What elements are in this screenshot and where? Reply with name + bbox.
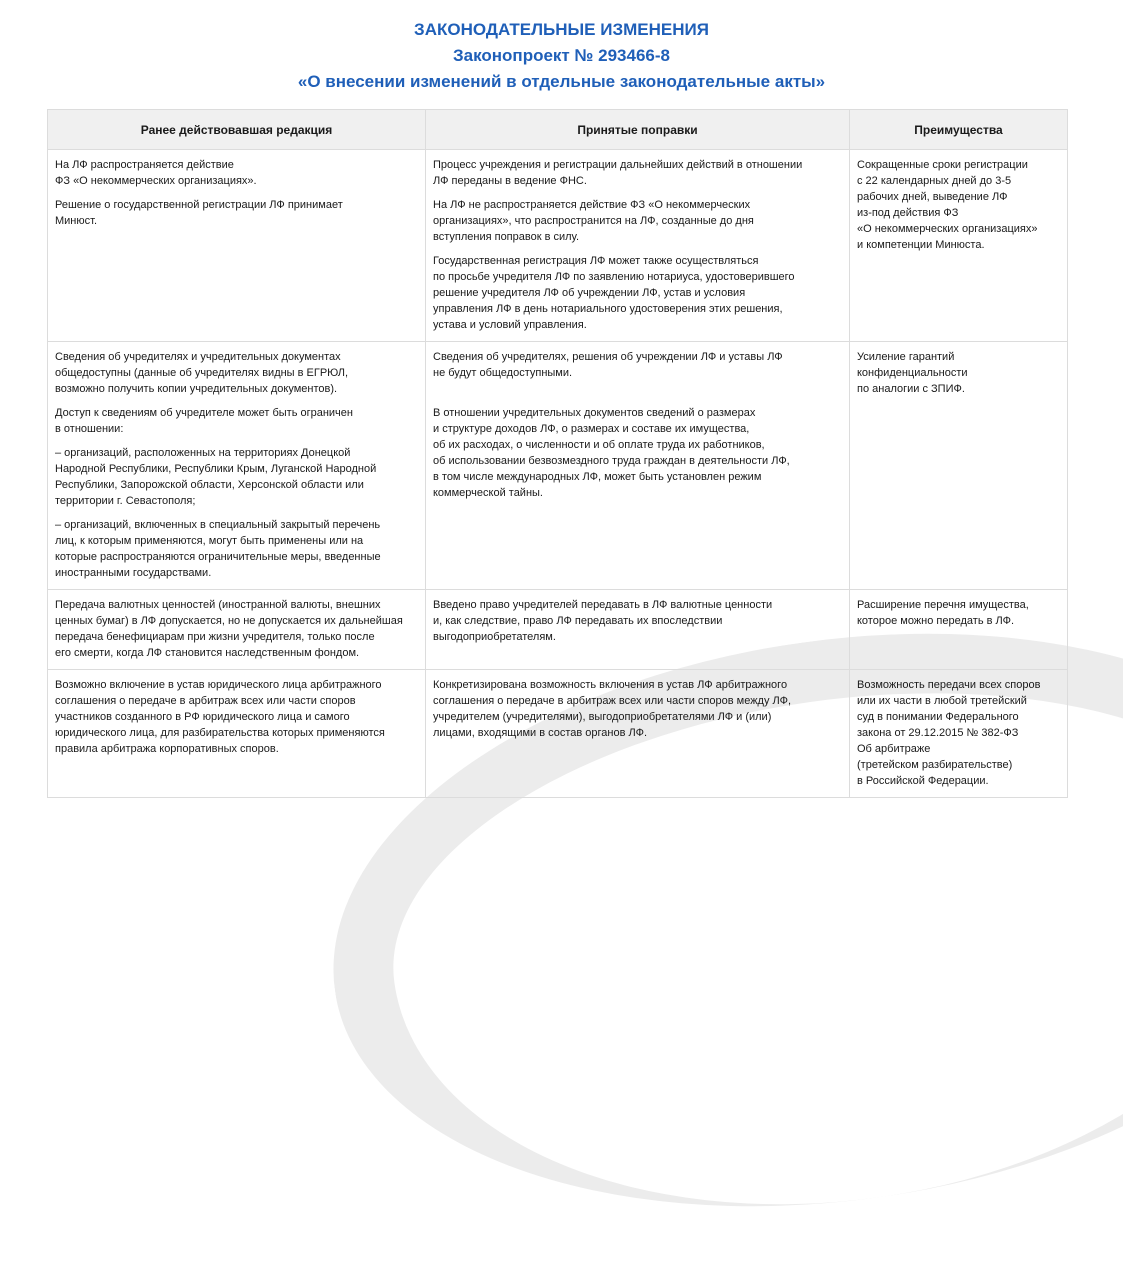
title-line-1: ЗАКОНОДАТЕЛЬНЫЕ ИЗМЕНЕНИЯ [414,20,709,39]
paragraph: Введено право учредителей передавать в ЛФ валютные ценности и, как следствие, право ЛФ передавать их впоследствии выгодоприобретателям. [433,599,773,643]
cell-previous [48,150,426,342]
table-row [48,150,1068,342]
cell-benefits [850,342,1068,590]
paragraph: Передача валютных ценностей (иностранной валюты, внешних ценных бумаг) в ЛФ допускается, но не допускается их дальнейшая передача бенефициарам при жизни учредителя, только после его смерти, когда ЛФ становится наследственным фондом. [55,599,403,659]
column-header-benefits: Преимущества [850,110,1068,150]
comparison-table [47,109,1068,798]
paragraph: На ЛФ распространяется действие ФЗ «О некоммерческих организациях». [55,159,257,187]
paragraph: Сокращенные сроки регистрации с 22 календарных дней до 3-5 рабочих дней, выведение ЛФ из-под действия ФЗ «О некоммерческих организациях» и компетенции Минюста. [857,159,1038,251]
table-header-row [48,110,1068,150]
paragraph: Расширение перечня имущества, которое можно передать в ЛФ. [857,599,1029,627]
cell-amendments [426,670,850,798]
paragraph: Возможность передачи всех споров или их части в любой третейский суд в понимании Федерального закона от 29.12.2015 № 382-ФЗ Об арбитраже (третейском разбирательстве) в Российской Федерации. [857,679,1041,787]
paragraph: Процесс учреждения и регистрации дальнейших действий в отношении ЛФ переданы в ведение ФНС. [433,159,803,187]
table-row [48,342,1068,590]
cell-amendments [426,150,850,342]
paragraph: В отношении учредительных документов сведений о размерах и структуре доходов ЛФ, о размерах и составе их имущества, об их расходах, о численности и об оплате труда их работников, об использовании безвозмездного труда граждан в деятельности ЛФ, в том числе международных ЛФ, может быть установлен режим коммерческой тайны. [433,407,790,499]
paragraph: – организаций, включенных в специальный закрытый перечень лиц, к которым применяются, могут быть применены или на которые распространяются ограничительные меры, введенные иностранными государствами. [55,519,381,579]
paragraph: Доступ к сведениям об учредителе может быть ограничен в отношении: [55,407,353,435]
paragraph: На ЛФ не распространяется действие ФЗ «О некоммерческих организациях», что распространится на ЛФ, созданные до дня вступления поправок в силу. [433,199,754,243]
cell-previous [48,342,426,590]
paragraph: Государственная регистрация ЛФ может также осуществляться по просьбе учредителя ЛФ по заявлению нотариуса, удостоверившего решение учредителя ЛФ об учреждении ЛФ, устав и условия управления ЛФ в день нотариального удостоверения этих решения, устава и условий управления. [433,255,795,331]
cell-benefits [850,590,1068,670]
paragraph: – организаций, расположенных на территориях Донецкой Народной Республики, Республики Крым, Луганской Народной Республики, Запорожской области, Херсонской области или территории г. Севастополя; [55,447,377,507]
cell-benefits [850,670,1068,798]
cell-amendments [426,590,850,670]
paragraph: Возможно включение в устав юридического лица арбитражного соглашения о передаче в арбитраж всех или части споров участников созданного в РФ юридического лица и самого юридического лица, для разбирательства которых применяются правила арбитража корпоративных споров. [55,679,385,755]
paragraph: Конкретизирована возможность включения в устав ЛФ арбитражного соглашения о передаче в арбитраж всех или части споров между ЛФ, учредителем (учредителями), выгодоприобретателями ЛФ и (или) лицами, входящими в состав органов ЛФ. [433,679,792,739]
paragraph: Сведения об учредителях, решения об учреждении ЛФ и уставы ЛФ не будут общедоступными. [433,351,783,379]
paragraph: Усиление гарантий конфиденциальности по аналогии с ЗПИФ. [857,351,968,395]
title-line-2: Законопроект № 293466-8 [453,46,670,65]
column-header-previous: Ранее действовавшая редакция [48,110,426,150]
table-row [48,590,1068,670]
cell-previous [48,670,426,798]
cell-benefits [850,150,1068,342]
paragraph: Решение о государственной регистрации ЛФ принимает Минюст. [55,199,343,227]
cell-previous [48,590,426,670]
document-title [0,0,1123,95]
title-line-3: «О внесении изменений в отдельные законодательные акты» [297,72,826,91]
cell-amendments [426,342,850,590]
column-header-amendments: Принятые поправки [426,110,850,150]
paragraph: Сведения об учредителях и учредительных документах общедоступны (данные об учредителях видны в ЕГРЮЛ, возможно получить копии учредительных документов). [55,351,349,395]
table-row [48,670,1068,798]
